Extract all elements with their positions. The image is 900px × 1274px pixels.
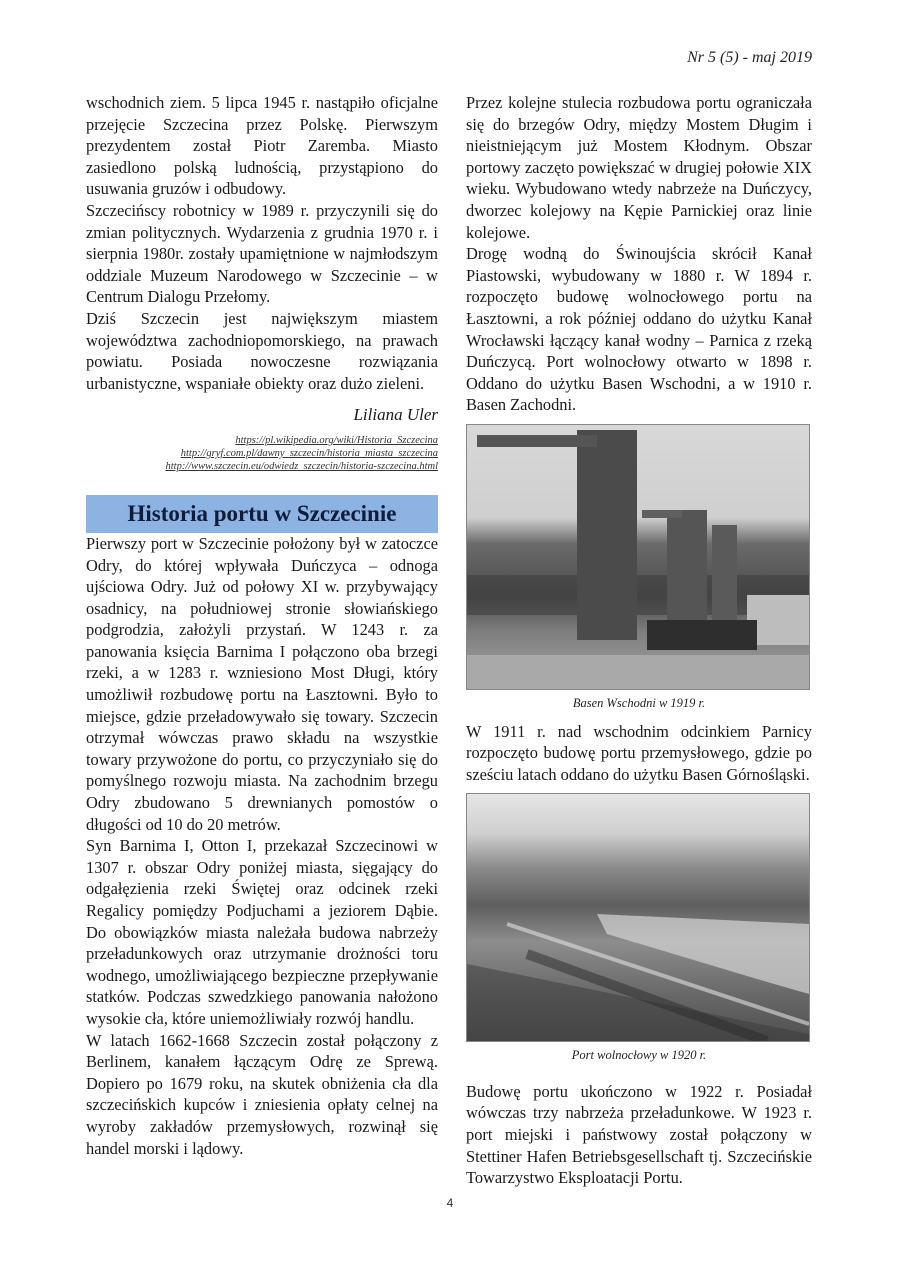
author-signature: Liliana Uler <box>353 405 438 425</box>
figure-basen-wschodni <box>466 424 812 715</box>
aerial-port-photo-icon <box>467 794 809 1041</box>
photo-port-wolnoclowy <box>466 793 810 1042</box>
cranes-photo-icon <box>467 425 809 689</box>
paragraph: Przez kolejne stulecia rozbudowa portu ograniczała się do brzegów Odry, między Mostem Długim i nieistniejącym już Mostem Kłodnym. Obszar portowy zaczęto powiększać w drugiej połowie XIX wieku. Wybudowano wtedy nabrzeże na Duńczycy, dworzec kolejowy na Kępie Parnickiej oraz linie kolejowe. <box>466 93 812 242</box>
source-link[interactable]: https://pl.wikipedia.org/wiki/Historia_Szczecina <box>235 434 438 446</box>
paragraph: Szczecińscy robotnicy w 1989 r. przyczynili się do zmian politycznych. Wydarzenia z grudnia 1970 r. i sierpnia 1980r. zostały upamiętnione w najmłodszym oddziale Muzeum Narodowego w Szczecinie – w Centrum Dialogu Przełomy. <box>86 200 438 307</box>
source-link[interactable]: http://gryf.com.pl/dawny_szczecin/historia_miasta_szczecina <box>180 447 438 459</box>
paragraph: W latach 1662-1668 Szczecin został połączony z Berlinem, kanałem łączącym Odrę ze Sprewą. Dopiero po 1679 roku, na skutek obniżenia cła dla szczecińskich kupców i zniesienia opłaty celnej na wyroby zakładów przemysłowych, rozwinął się handel morski i lądowy. <box>86 1030 438 1158</box>
figure-port-wolnoclowy <box>466 793 812 1067</box>
paragraph: Budowę portu ukończono w 1922 r. Posiadał wówczas trzy nabrzeża przeładunkowe. W 1923 r. port miejski i państwowy został połączony w Stettiner Hafen Betriebsgesellschaft tj. Szczecińskie Towarzystwo Eksploatacji Portu. <box>466 1081 812 1188</box>
paragraph: W 1911 r. nad wschodnim odcinkiem Parnicy rozpoczęto budowę portu przemysłowego, gdzie po sześciu latach oddano do użytku Basen Górnośląski. <box>466 721 812 784</box>
paragraph: Syn Barnima I, Otton I, przekazał Szczecinowi w 1307 r. obszar Odry poniżej miasta, sięgający do odgałęzienia rzeki Świętej oraz odcinek rzeki Regalicy pomiędzy Podjuchami a jeziorem Dąbie. Do obowiązków miasta należała budowa nabrzeży przeładunkowych oraz utrzymanie drożności toru wodnego, umożliwiającego bezpieczne przepływanie statków. Podczas szwedzkiego panowania nałożono wysokie cła, które uniemożliwiały rozwój handlu. <box>86 836 438 1028</box>
source-link[interactable]: http://www.szczecin.eu/odwiedz_szczecin/historia-szczecina.html <box>165 460 438 472</box>
page-number: 4 <box>446 1196 454 1210</box>
right-column <box>466 92 812 1189</box>
issue-header: Nr 5 (5) - maj 2019 <box>687 49 812 66</box>
section-heading-box <box>86 495 438 533</box>
section-title: Historia portu w Szczecinie <box>127 501 397 527</box>
left-column <box>86 92 438 1159</box>
paragraph: wschodnich ziem. 5 lipca 1945 r. nastąpiło oficjalne przejęcie Szczecina przez Polskę. Pierwszym prezydentem został Piotr Zaremba. Miasto zasiedlono polską ludnością, przystąpiono do usuwania gruzów i odbudowy. <box>86 93 438 199</box>
photo-caption: Port wolnocłowy w 1920 r. <box>571 1048 707 1063</box>
photo-basen-wschodni <box>466 424 810 690</box>
paragraph: Dziś Szczecin jest największym miastem województwa zachodniopomorskiego, na prawach powiatu. Posiada nowoczesne rozwiązania urbanistyczne, wspaniałe obiekty oraz dużo zieleni. <box>86 308 438 393</box>
paragraph: Drogę wodną do Świnoujścia skrócił Kanał Piastowski, wybudowany w 1880 r. W 1894 r. rozpoczęto budowę wolnocłowego portu na Łasztowni, a rok później oddano do użytku Kanał Wrocławski łączący kanał wodny – Parnica z rzeką Duńczycą. Port wolnocłowy otwarto w 1898 r. Oddano do użytku Basen Wschodni, a w 1910 r. Basen Zachodni. <box>466 244 812 415</box>
photo-caption: Basen Wschodni w 1919 r. <box>572 695 706 710</box>
paragraph: Pierwszy port w Szczecinie położony był w zatoczce Odry, do której wpływała Duńczyca – odnoga ujściowa Odry. Już od połowy XI w. przybywający osadnicy, na południowej stronie słowiańskiego podgrodzia, założyli przystań. W 1243 r. za panowania księcia Barnima I połączono oba brzegi rzeki, a w 1283 r. wzniesiono Most Długi, który umożliwił rozbudowę portu na Łasztowni. Było to miejsce, gdzie przeładowywało się towary. Szczecin otrzymał wówczas prawo składu na wszystkie towary przywożone do portu, co przyczyniało się do pomyślnego rozwoju miasta. Na zachodnim brzegu Odry zbudowano 5 drewnianych pomostów o długości od 10 do 20 metrów. <box>86 533 438 834</box>
sources-list <box>86 434 438 473</box>
